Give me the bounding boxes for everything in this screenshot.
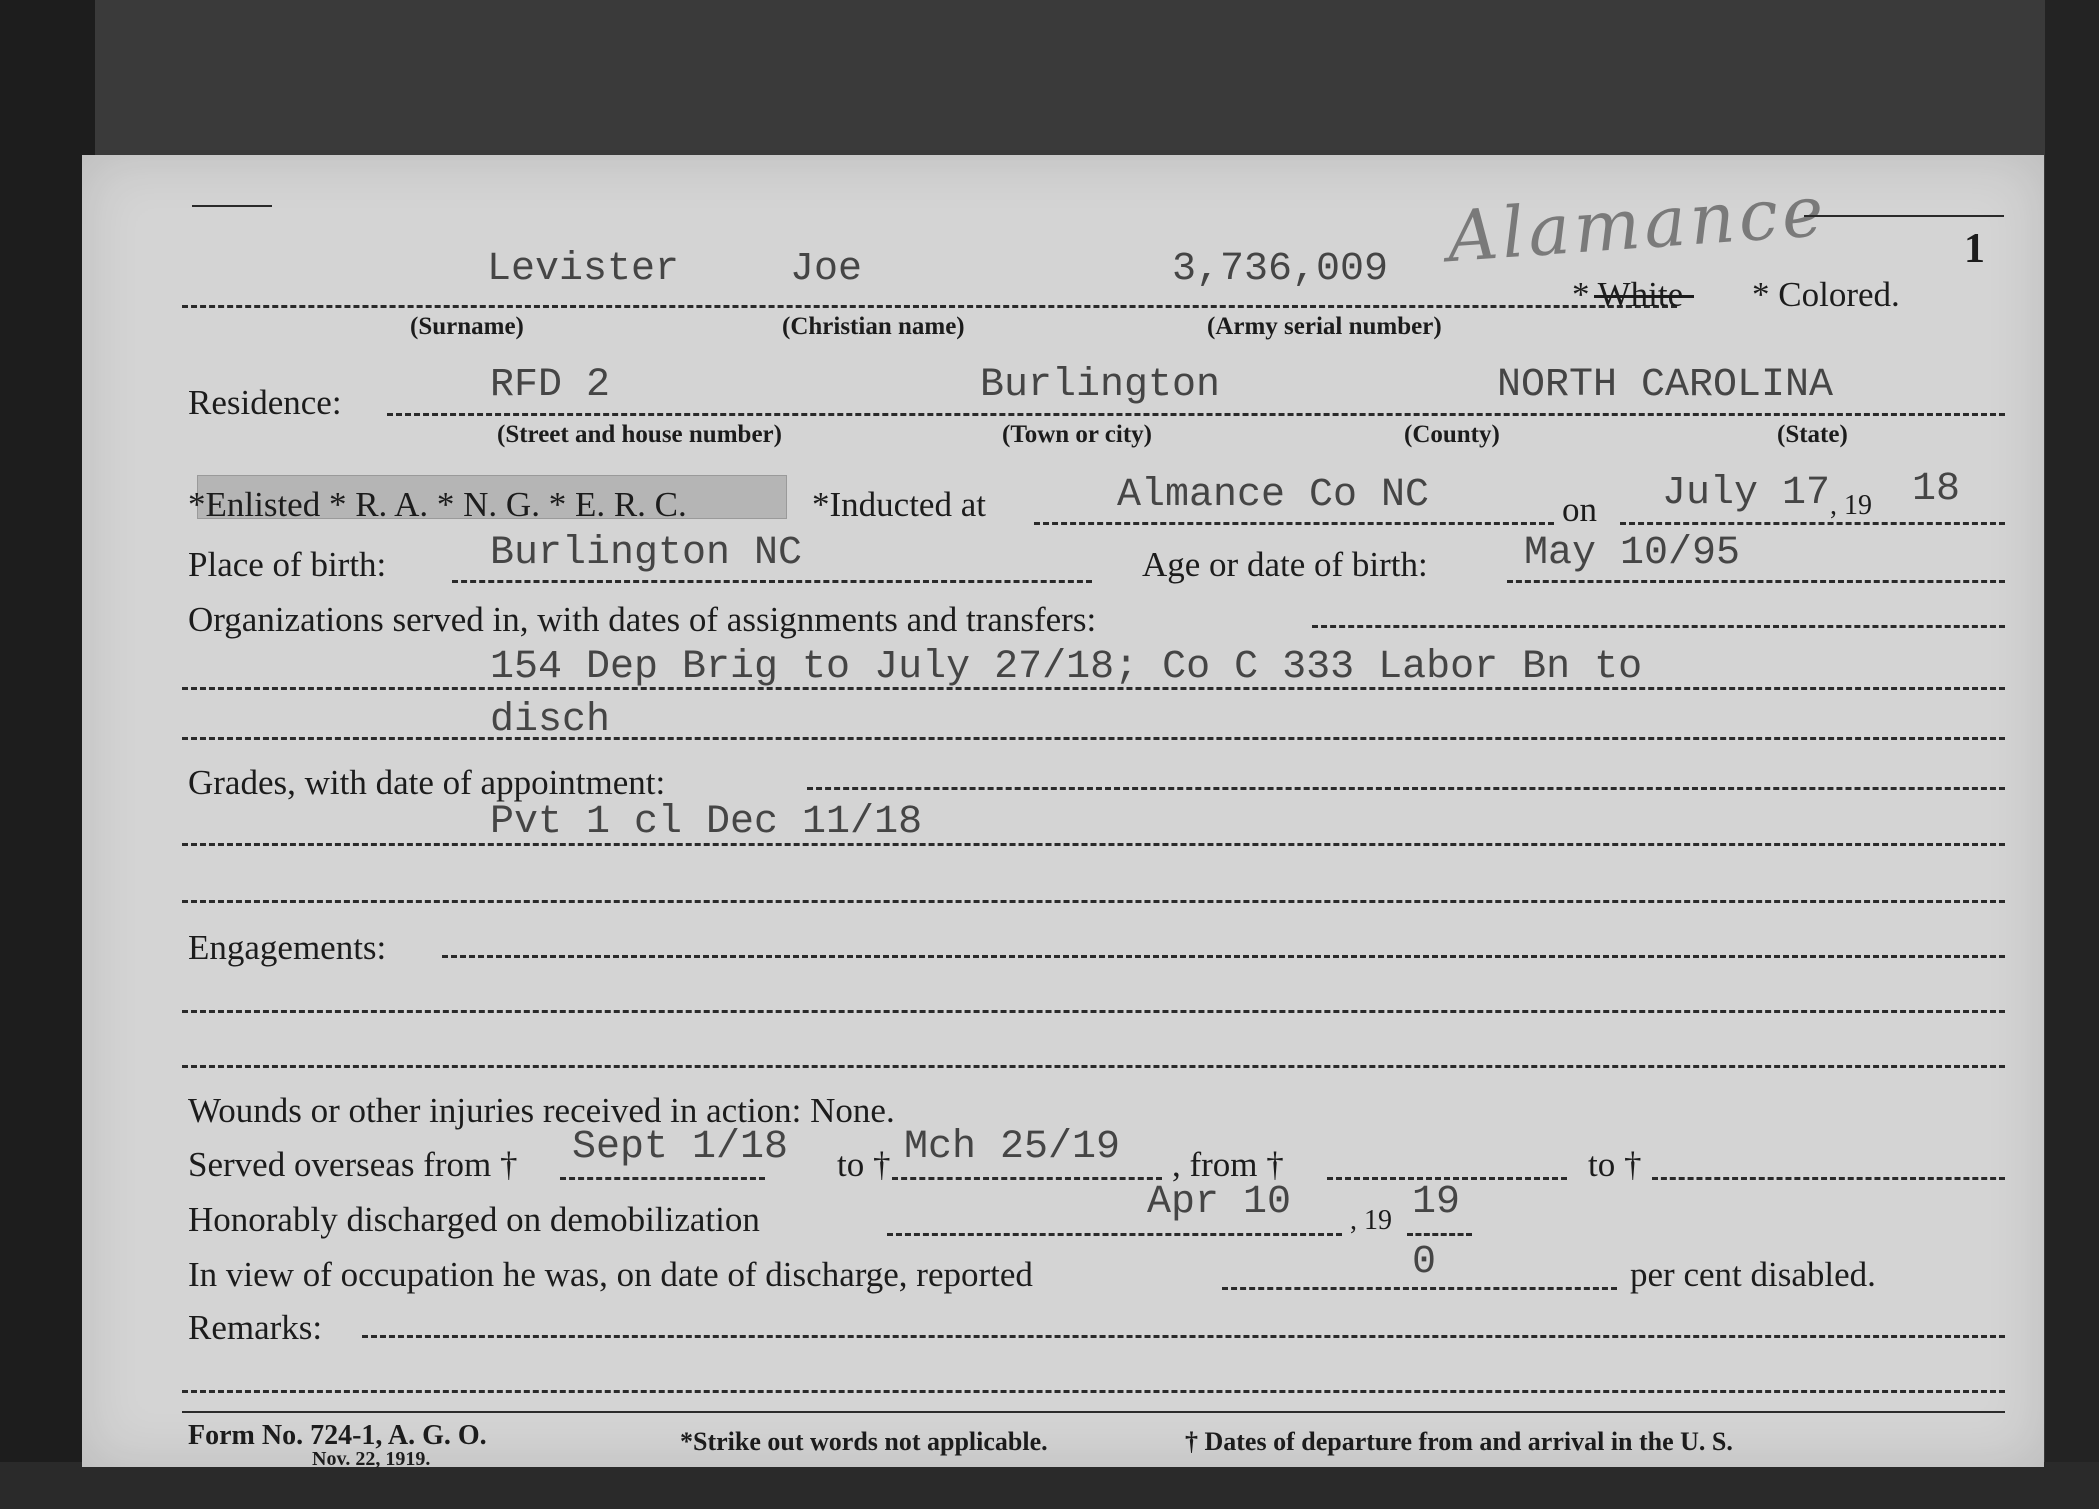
background-right: [2045, 0, 2099, 1509]
disability-label: In view of occupation he was, on date of discharge, reported: [188, 1255, 1033, 1294]
place-of-birth-value: Burlington NC: [490, 531, 803, 576]
place-of-birth-label: Place of birth:: [188, 545, 387, 584]
form-date: Nov. 22, 1919.: [312, 1448, 431, 1470]
dagger-note: † Dates of departure from and arrival in the U. S.: [1185, 1427, 1733, 1456]
inducted-date-line: [1620, 522, 2005, 525]
grades-line-0: [807, 787, 2005, 790]
street-value: RFD 2: [490, 363, 611, 408]
grades-label: Grades, with date of appointment:: [188, 763, 666, 802]
county-caption: (County): [1404, 421, 1500, 448]
serial-number-value: 3,736,009: [1172, 247, 1389, 292]
county-underline: [1804, 215, 2004, 217]
age-label: Age or date of birth:: [1142, 545, 1428, 584]
engagements-line-1: [182, 1010, 2005, 1013]
organizations-label: Organizations served in, with dates of assignments and transfers:: [188, 600, 1097, 639]
state-value: NORTH CAROLINA: [1497, 363, 1834, 408]
engagements-line-0: [442, 955, 2005, 958]
discharge-date-value: Apr 10: [1147, 1180, 1292, 1225]
name-line: [182, 305, 1677, 308]
remarks-label: Remarks:: [188, 1308, 323, 1347]
race-white: * White: [1572, 275, 1683, 315]
overseas-from-line: [560, 1177, 765, 1180]
birth-date-value: May 10/95: [1524, 531, 1741, 576]
white-strike: [1594, 295, 1694, 298]
residence-line: [387, 413, 2005, 416]
grades-line-2: [182, 900, 2005, 903]
wounds-label: Wounds or other injuries received in action: None.: [188, 1091, 895, 1130]
service-record-card: [82, 155, 2044, 1470]
engagements-line-2: [182, 1065, 2005, 1068]
disability-suffix: per cent disabled.: [1630, 1255, 1876, 1294]
inducted-at-value: Almance Co NC: [1117, 473, 1430, 518]
grades-value-1: Pvt 1 cl Dec 11/18: [490, 800, 923, 845]
christian-name-caption: (Christian name): [782, 313, 965, 340]
on-label: on: [1562, 490, 1597, 529]
overseas-to2-line: [1652, 1177, 2005, 1180]
organizations-value-1: 154 Dep Brig to July 27/18; Co C 333 Labor Bn to: [490, 645, 1643, 690]
card-number: 1: [1964, 226, 1985, 272]
disability-value: 0: [1412, 1240, 1437, 1285]
overseas-label: Served overseas from †: [188, 1145, 518, 1184]
overseas-from-value: Sept 1/18: [572, 1125, 789, 1170]
town-caption: (Town or city): [1002, 421, 1152, 448]
background-left: [0, 0, 95, 1509]
handwritten-county: Alamance: [1444, 169, 1830, 279]
organizations-value-2: disch: [490, 698, 611, 743]
race-colored: * Colored.: [1752, 275, 1900, 314]
town-value: Burlington: [980, 363, 1221, 408]
overseas-to-label: to †: [837, 1145, 891, 1184]
organizations-line-0: [1312, 625, 2005, 628]
top-left-rule: [192, 205, 272, 207]
disability-line: [1222, 1287, 1617, 1290]
remarks-line-1: [182, 1390, 2005, 1393]
christian-name-value: Joe: [790, 247, 863, 292]
organizations-line-2: [182, 737, 2005, 740]
overseas-to-line: [892, 1177, 1162, 1180]
overseas-from2-label: , from †: [1172, 1145, 1284, 1184]
discharge-year-line: [1407, 1233, 1472, 1236]
surname-caption: (Surname): [410, 313, 524, 340]
footer-rule: [182, 1411, 2005, 1413]
overseas-to-value: Mch 25/19: [904, 1125, 1121, 1170]
inducted-date-value: July 17: [1662, 471, 1831, 516]
discharge-year-prefix: , 19: [1350, 1205, 1392, 1236]
discharge-year-value: 19: [1412, 1180, 1461, 1225]
surname-value: Levister: [487, 247, 680, 292]
form-number: Form No. 724-1, A. G. O.: [188, 1420, 487, 1451]
inducted-year-prefix: , 19: [1830, 490, 1872, 521]
enlisted-options: *Enlisted * R. A. * N. G. * E. R. C.: [188, 485, 687, 524]
state-caption: (State): [1777, 421, 1848, 448]
remarks-line-0: [362, 1335, 2005, 1338]
discharge-date-line: [887, 1233, 1342, 1236]
serial-number-caption: (Army serial number): [1207, 313, 1442, 340]
place-of-birth-line: [452, 580, 1092, 583]
birth-date-line: [1507, 580, 2005, 583]
street-caption: (Street and house number): [497, 421, 782, 448]
inducted-label: *Inducted at: [812, 485, 986, 524]
inducted-line: [1034, 522, 1554, 525]
residence-label: Residence:: [188, 383, 342, 422]
organizations-line-1: [182, 687, 2005, 690]
overseas-to2-label: to †: [1588, 1145, 1642, 1184]
strike-note: *Strike out words not applicable.: [680, 1427, 1048, 1456]
engagements-label: Engagements:: [188, 928, 387, 967]
inducted-year-value: 18: [1912, 467, 1961, 512]
discharge-label: Honorably discharged on demobilization: [188, 1200, 760, 1239]
grades-line-1: [182, 843, 2005, 846]
